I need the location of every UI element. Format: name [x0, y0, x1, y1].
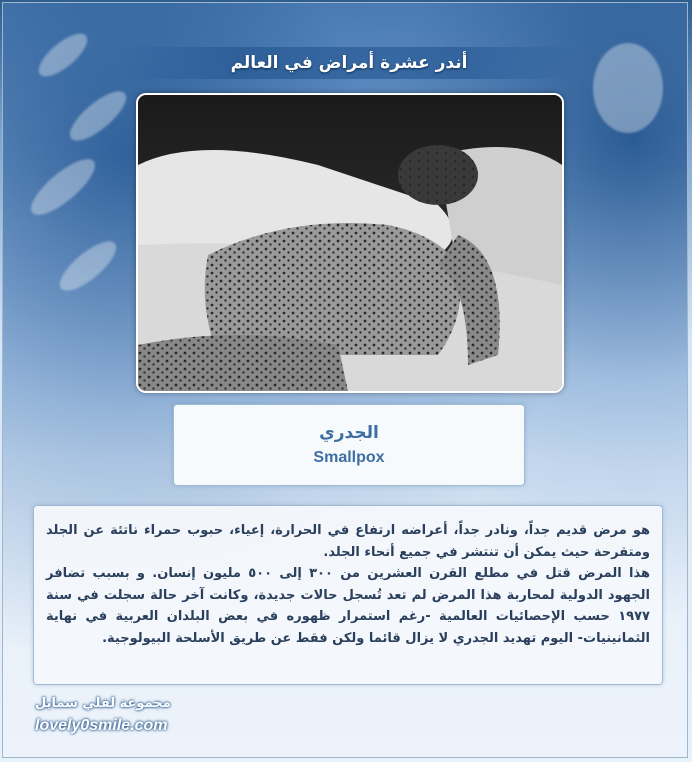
title-bar — [121, 47, 577, 79]
disease-name-english: Smallpox — [313, 449, 385, 466]
footer-site-arabic: مجموعة لفلي سمايل — [35, 696, 171, 711]
dna-decoration — [32, 27, 93, 84]
description-box — [33, 505, 663, 685]
description-paragraph-1: هو مرض قديم جداً، ونادر جداً، أعراضه ارتفاع في الحرارة، إعياء، حبوب حمراء ناتئة عن الجلد ومتقرحة حيث يمكن أن تنتشر في جميع أنحاء الجلد. — [46, 523, 650, 560]
photo-illustration — [138, 95, 562, 391]
dna-decoration — [23, 151, 102, 224]
dna-decoration — [63, 84, 133, 149]
description-paragraph-2: هذا المرض قتل في مطلع القرن العشرين من ٣٠٠ إلى ٥٠٠ مليون إنسان. و بسبب تضافر الجهود الدولية لمحاربة هذا المرض لم تعد تُسجل حالات جديدة، وكانت آخر حالة سجلت في سنة ١٩٧٧ حسب الإحصائيات العالمية -رغم استمرار ظهوره في بعض البلدان العربية في نهاية الثمانينيات- اليوم تهديد الجدري لا يزال قائما ولكن فقط عن طريق الأسلحة البيولوجية. — [46, 566, 650, 646]
footer-site-link[interactable]: lovely0smile.com — [35, 717, 168, 734]
dna-decoration — [53, 234, 123, 299]
disease-name-arabic: الجدري — [319, 423, 379, 443]
page-frame — [2, 2, 688, 758]
page-title: أندر عشرة أمراض في العالم — [230, 53, 468, 73]
dna-decoration — [593, 43, 663, 133]
smallpox-patient-photo — [136, 93, 564, 393]
disease-name-box — [173, 404, 525, 486]
